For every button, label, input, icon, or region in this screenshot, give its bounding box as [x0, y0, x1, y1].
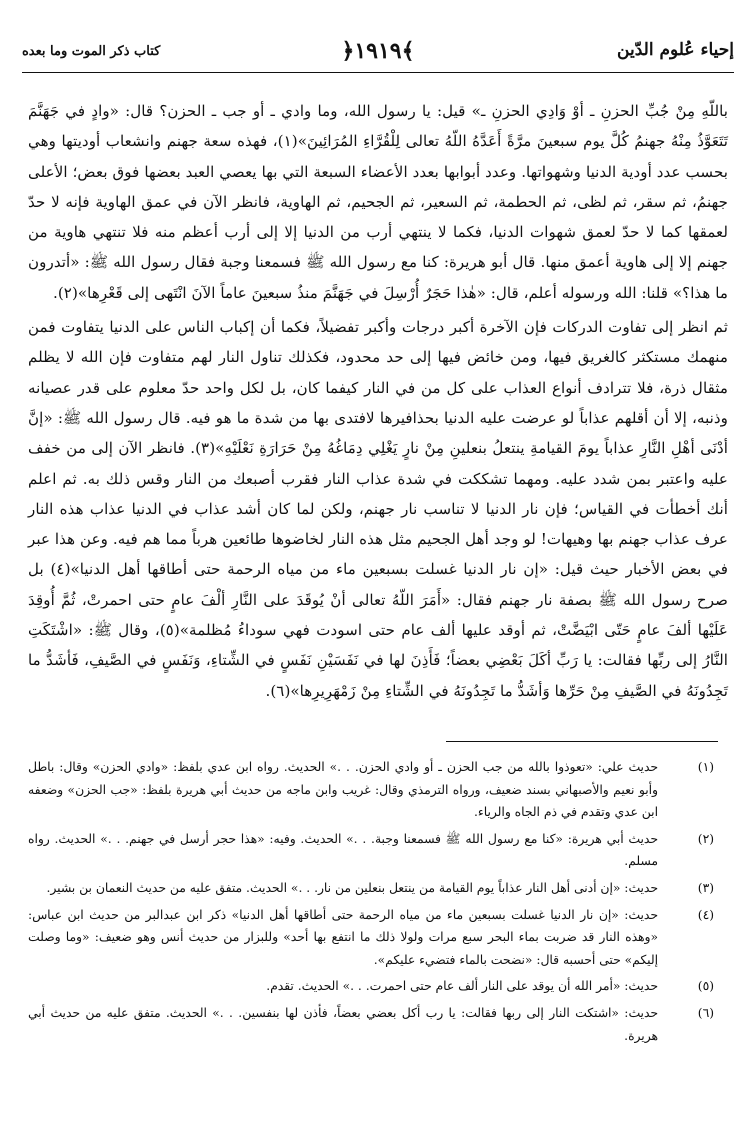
- footnote-number: (٢): [697, 831, 714, 846]
- footnote-number: (٥): [697, 979, 714, 994]
- footnote: [28, 828, 718, 873]
- footnote-text: حديث علي: «تعوذوا بالله من جب الحزن ـ أو وادي الحزن. . .» الحديث. رواه ابن عدي بلفظ: «وادي الحزن» وقال: باطل وأبو نعيم والأصبهاني بسند ضعيف، ورواه الترمذي وقال: غريب وابن ماجه من حديث أبي هريرة بلفظ: «جب الحزن» وضعفه ابن عدي وتقدم في ذم الجاه والرياء.: [28, 760, 658, 820]
- ornament-left-icon: ﴿: [341, 38, 355, 64]
- ornament-right-icon: ﴾: [401, 38, 415, 64]
- footnote: [28, 975, 718, 998]
- footnote: [28, 877, 718, 900]
- paragraph: ثم انظر إلى تفاوت الدركات فإن الآخرة أكبر درجات وأكبر تفضيلاً، فكما أن إكباب الناس على الدنيا يتفاوت فمن منهمك مستكثر كالغريق فيها، ومن خائض فيها إلى حد محدود، فكذلك تناول النار لهم متفاوت فإن الله لا يظلم مثقال ذرة، فلا تترادف أنواع العذاب على كل من في النار كيفما كان، بل لكل واحد حدّ معلوم على قدر عصيانه وذنبه، إلا أن أقلهم عذاباً لو عرضت عليه الدنيا بحذافيرها لافتدى بها من شدة ما هو فيه. قال رسول الله ﷺ: «إنَّ أدْنَى أهْلِ النَّارِ عذاباً يومَ القيامةِ ينتعلُ بنعلينِ مِنْ نارٍ يَغْلِي دِمَاغُهُ مِنْ حَرَارَةِ نَعْلَيْهِ»(٣). فانظر الآن إلى من خفف عليه واعتبر بمن شدد عليه. ومهما تشككت في شدة عذاب النار فقرب أصبعك من النار وقس ذلك به. ثم اعلم أنك أخطأت في القياس؛ فإن نار الدنيا لا تناسب نار جهنم، ولكن لما كان أشد عذاب في الدنيا عذاب هذه النار عرف عذاب جهنم بها وهيهات! لو وجد أهل الجحيم مثل هذه النار لخاضوها طائعين هرباً مما هم فيه. وعن هذا عبر في بعض الأخبار حيث قيل: «إن نار الدنيا غسلت بسبعين ماء من مياه الرحمة حتى أطاقها أهل الدنيا»(٤) بل صرح رسول الله ﷺ بصفة نار جهنم فقال: «أَمَرَ اللّهُ تعالى أنْ يُوقَدَ على النَّارِ ألْفَ عامٍ حتى احمرتْ، ثُمَّ أُوقِدَ عَلَيْها ألفَ عامٍ حَتّى ابْيَضَّتْ، ثم أوقد عليها ألف عام حتى اسودت فهي سوداءُ مُظلمة»(٥)، وقال ﷺ: «اشْتَكَتِ النَّارُ إلى ربِّها فقالت: يا رَبِّ أكَلَ بَعْضِي بعضاً؛ فَأَذِنَ لها في نَفَسَيْنِ نَفَسٍ في الشِّتاءِ، وَنَفَسٍ في الصَّيفِ، فَأشَدُّ ما تَجِدُونَهُ في الصَّيفِ مِنْ حَرِّها وَأشَدُّ ما تَجِدُونَهُ في الشِّتاءِ مِنْ زَمْهَرِيرِها»(٦).: [28, 318, 728, 700]
- book-title: إحياء عُلوم الدّين: [617, 40, 734, 60]
- footnote-number: (٤): [697, 907, 714, 922]
- footnotes: [28, 756, 718, 1051]
- footnote-text: حديث: «إن أدنى أهل النار عذاباً يوم القيامة من ينتعل بنعلين من نار. . .» الحديث. متفق عليه من حديث النعمان بن بشير.: [46, 880, 658, 895]
- page-number-text: ١٩١٩: [354, 38, 402, 64]
- page-header: [22, 34, 734, 70]
- paragraph: باللّهِ مِنْ جُبِّ الحزنِ ـ أوْ وَادِي الحزنِ ـ» قيل: يا رسول الله، وما وادي ـ أو جب ـ الحزن؟ قال: «وادٍ في جَهَنَّمَ تَتَعَوَّذُ مِنْهُ جهنمُ كُلَّ يوم سبعينَ مرَّةً أَعَدَّهُ اللّهُ تعالى لِلْقُرَّاءِ المُرَائِينَ»(١)، فهذه سعة جهنم وانشعاب أوديتها وهي بحسب عدد أودية الدنيا وشهواتها. وعدد أبوابها بعدد الأعضاء السبعة التي بها يعصي العبد بعضها فوق بعض؛ الأعلى جهنمُ، ثم سقر، ثم لظى، ثم الحطمة، ثم السعير، ثم الجحيم، ثم الهاوية، فانظر الآن في عمق الهاوية فإنه لا حدّ لعمقها كما لا حدّ لعمق شهوات الدنيا، فكما لا ينتهي أرب من الدنيا إلا إلى أرب أعظم منه فلا تنتهي هاوية من جهنم إلا إلى هاوية أعمق منها. قال أبو هريرة: كنا مع رسول الله ﷺ فسمعنا وجبة فقال رسول الله ﷺ: «أتدرون ما هذا؟» قلنا: الله ورسوله أعلم، قال: «هٰذا حَجَرٌ أُرْسِلَ في جَهَنَّمَ منذُ سبعينَ عاماً الآنَ انْتَهى إلى قَعْرِها»(٢).: [28, 102, 728, 302]
- footnote: [28, 1002, 718, 1047]
- footnote: [28, 756, 718, 824]
- footnote-text: حديث: «إن نار الدنيا غسلت بسبعين ماء من مياه الرحمة حتى أطاقها أهل الدنيا» ذكر ابن عبدالبر من حديث ابن عباس: «وهذه النار قد ضربت بماء البحر سبع مرات ولولا ذلك ما انتفع بها أحد» وللبزار من حديث أنس وهو ضعيف: «وما وصلت إليكم» حتى أحسبه قال: «نضحت بالماء فتضيء عليكم».: [28, 907, 658, 967]
- footnote-divider: [446, 741, 718, 742]
- main-text: [28, 96, 728, 706]
- footnote: [28, 904, 718, 972]
- footnote-number: (١): [697, 760, 714, 774]
- footnote-number: (٣): [697, 880, 714, 895]
- footnote-text: حديث: «اشتكت النار إلى ربها فقالت: يا رب أكل بعضي بعضاً، فأذن لها بنفسين. . .» الحديث. متفق عليه من حديث أبي هريرة.: [28, 1005, 658, 1043]
- footnote-text: حديث أبي هريرة: «كنا مع رسول الله ﷺ فسمعنا وجبة. . .» الحديث. وفيه: «هذا حجر أرسل في جهنم. . .» الحديث. رواه مسلم.: [28, 831, 658, 869]
- footnote-text: حديث: «أمر الله أن يوقد على النار ألف عام حتى احمرت. . .» الحديث. تقدم.: [266, 979, 658, 994]
- footnote-number: (٦): [697, 1005, 714, 1020]
- header-divider: [22, 72, 734, 73]
- chapter-title: كتاب ذكر الموت وما بعده: [22, 44, 161, 59]
